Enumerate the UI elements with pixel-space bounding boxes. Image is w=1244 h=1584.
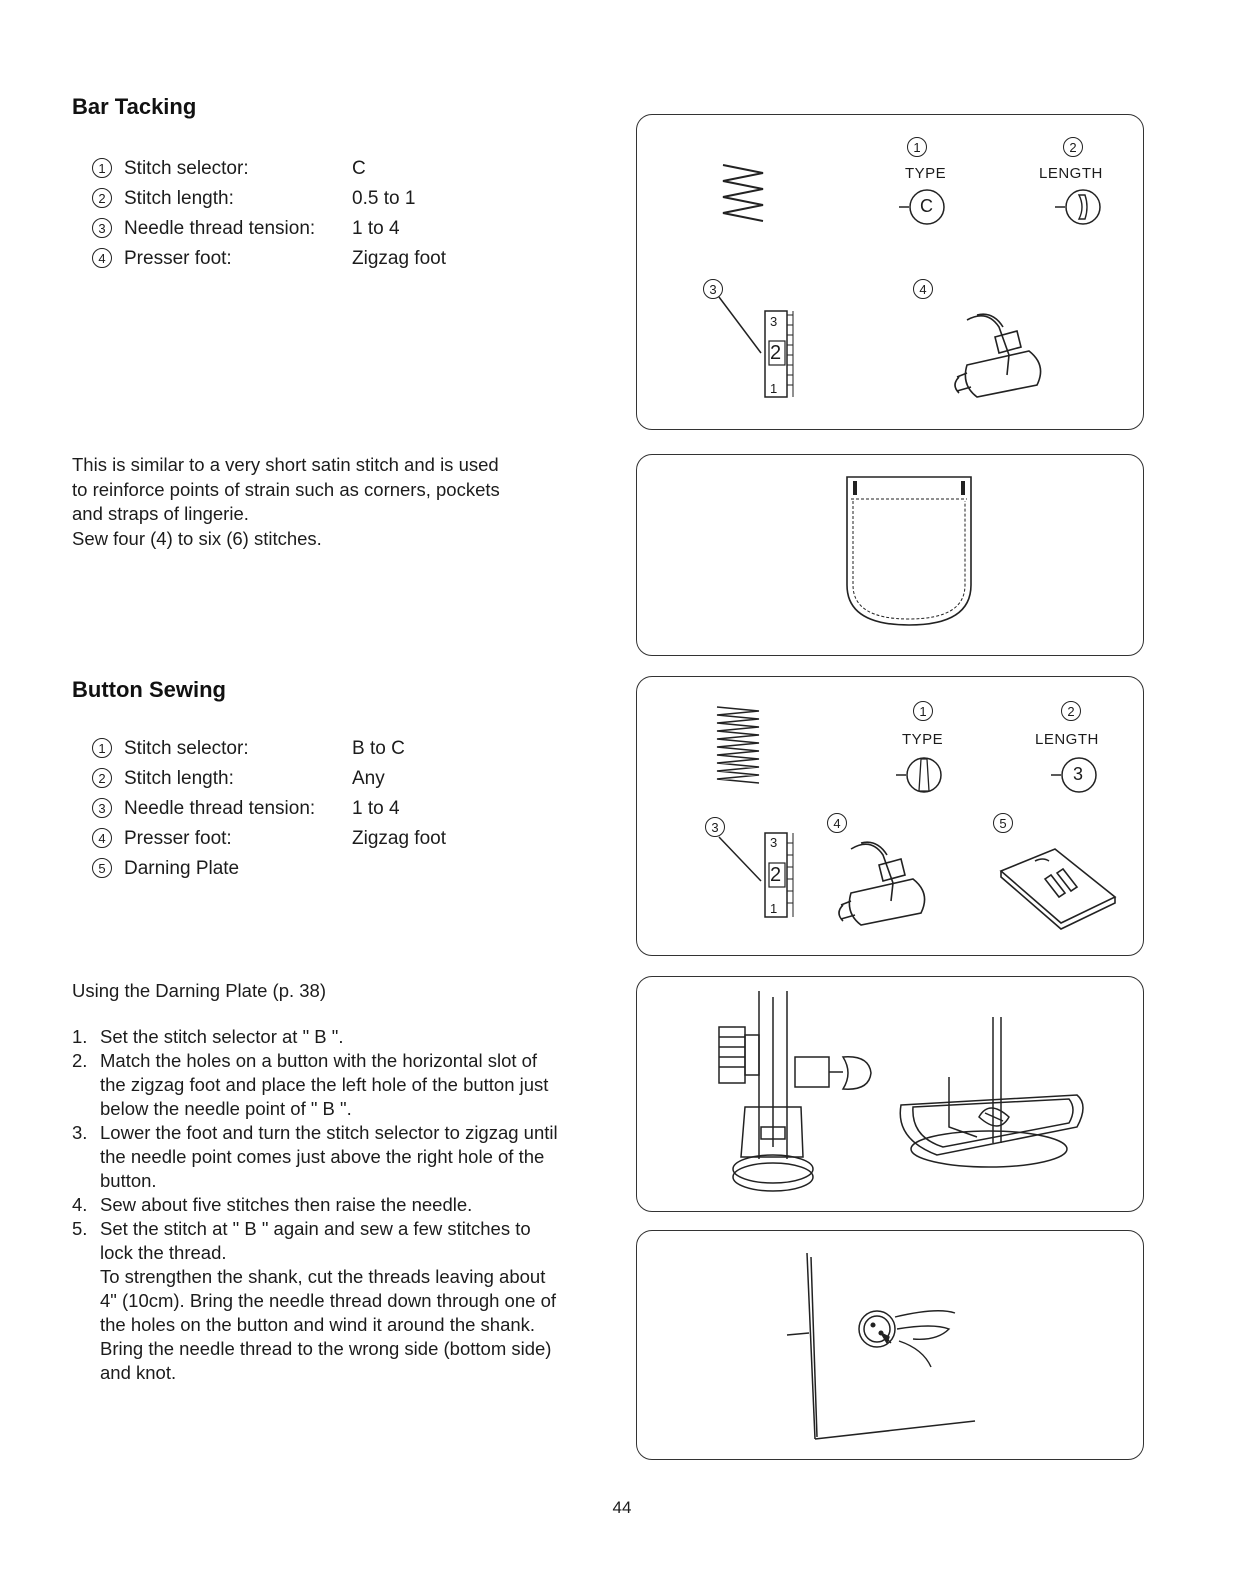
description-line: This is similar to a very short satin stitch and is used <box>72 454 499 475</box>
step-text <box>100 1217 595 1265</box>
tension-mark: 1 <box>770 901 778 916</box>
closing-line: To strengthen the shank, cut the threads leaving about <box>100 1266 546 1287</box>
step-text <box>100 1049 595 1121</box>
pocket-illustration <box>637 455 1145 657</box>
machine-front-view <box>719 991 871 1191</box>
step-item <box>72 1025 595 1049</box>
tension-mark: 1 <box>770 381 778 396</box>
setting-label: Darning Plate <box>124 858 240 879</box>
step-number: 3. <box>72 1122 88 1143</box>
tension-mark: 3 <box>770 314 778 329</box>
description-line: Sew four (4) to six (6) stitches. <box>72 527 322 549</box>
length-label: LENGTH <box>1039 165 1103 182</box>
setting-row <box>92 824 446 854</box>
tension-mark: 2 <box>770 342 782 364</box>
bar-tack-pocket-figure <box>636 454 1144 656</box>
tension-mark: 2 <box>770 864 782 886</box>
step-line: Sew about five stitches then raise the needle. <box>100 1194 473 1215</box>
machine-side-view <box>900 1017 1083 1167</box>
description-line: to reinforce points of strain such as corners, pockets <box>72 478 500 500</box>
darning-plate-intro: Using the Darning Plate (p. 38) <box>72 980 326 1001</box>
setting-row <box>92 214 446 244</box>
length-label: LENGTH <box>1035 731 1099 748</box>
step-item <box>72 1049 595 1121</box>
satin-stitch-icon <box>723 165 763 221</box>
button-sewing-steps <box>72 1025 595 1385</box>
shank-winding-illustration <box>637 1231 1145 1461</box>
step-text <box>100 1121 595 1193</box>
setting-value: 1 to 4 <box>352 218 400 239</box>
step-line: button. <box>100 1170 157 1191</box>
length-dial-value: 3 <box>1073 764 1084 784</box>
circled-number: 5 <box>92 858 112 878</box>
circled-number: 3 <box>92 218 112 238</box>
setting-row <box>92 794 446 824</box>
step-line: the needle point comes just above the right hole of the <box>100 1146 545 1167</box>
type-label: TYPE <box>905 165 947 182</box>
closing-text <box>72 1265 595 1385</box>
circled-number: 1 <box>92 158 112 178</box>
circled-number: 2 <box>1061 701 1081 721</box>
step-line: lock the thread. <box>100 1242 227 1263</box>
bar-tacking-description <box>72 453 500 551</box>
step-line: Set the stitch at " B " again and sew a few stitches to <box>100 1218 531 1239</box>
circled-number: 1 <box>913 701 933 721</box>
bar-tacking-settings <box>92 154 446 274</box>
button-sewing-settings-figure <box>636 676 1144 956</box>
description-line: and straps of lingerie. <box>72 503 249 524</box>
circled-number: 4 <box>913 279 933 299</box>
circled-number: 1 <box>907 137 927 157</box>
step-number: 5. <box>72 1218 88 1239</box>
setting-label: Stitch selector: <box>124 158 249 179</box>
darning-plate-icon <box>1001 849 1115 929</box>
setting-label: Needle thread tension: <box>124 218 316 239</box>
circled-number: 4 <box>92 828 112 848</box>
step-number: 2. <box>72 1050 88 1071</box>
circled-number: 3 <box>705 817 725 837</box>
setting-label: Presser foot: <box>124 248 232 269</box>
zigzag-foot-icon <box>955 314 1041 397</box>
step-item <box>72 1193 595 1217</box>
pointer-line <box>719 297 761 353</box>
button-placement-figure <box>636 976 1144 1212</box>
closing-line: the holes on the button and wind it around the shank. <box>100 1314 536 1335</box>
setting-value: 1 to 4 <box>352 798 400 819</box>
setting-label: Needle thread tension: <box>124 798 316 819</box>
step-text <box>100 1025 595 1049</box>
setting-value: B to C <box>352 738 405 759</box>
step-text <box>100 1193 595 1217</box>
setting-value: C <box>352 158 366 179</box>
circled-number: 4 <box>92 248 112 268</box>
bar-tacking-title: Bar Tacking <box>72 94 197 119</box>
circled-number: 1 <box>92 738 112 758</box>
setting-value: Zigzag foot <box>352 828 446 849</box>
bar-tacking-illustration <box>637 115 1145 431</box>
step-line: Set the stitch selector at " B ". <box>100 1026 344 1047</box>
type-dial-value: C <box>920 196 933 216</box>
setting-label: Stitch length: <box>124 768 234 789</box>
step-item <box>72 1121 595 1193</box>
type-label: TYPE <box>902 731 944 748</box>
button-placement-illustration <box>637 977 1145 1213</box>
step-number: 4. <box>72 1194 88 1215</box>
bar-tacking-settings-figure <box>636 114 1144 430</box>
setting-row <box>92 734 446 764</box>
closing-line: and knot. <box>100 1362 177 1383</box>
button-sewing-title: Button Sewing <box>72 677 226 702</box>
step-item <box>72 1217 595 1265</box>
tension-mark: 3 <box>770 835 778 850</box>
setting-value: Any <box>352 768 385 789</box>
setting-value: Zigzag foot <box>352 248 446 269</box>
pointer-line <box>719 837 761 881</box>
button-shank-figure <box>636 1230 1144 1460</box>
setting-value: 0.5 to 1 <box>352 188 416 209</box>
setting-row <box>92 854 446 884</box>
setting-row <box>92 154 446 184</box>
zigzag-foot-icon <box>839 842 925 925</box>
step-line: below the needle point of " B ". <box>100 1098 352 1119</box>
button-sewing-settings <box>92 734 446 884</box>
step-line: Match the holes on a button with the horizontal slot of <box>100 1050 538 1071</box>
setting-row <box>92 764 446 794</box>
setting-row <box>92 184 446 214</box>
bar-tack-mark <box>853 481 857 495</box>
circled-number: 3 <box>703 279 723 299</box>
dense-zigzag-icon <box>717 707 759 783</box>
setting-label: Presser foot: <box>124 828 232 849</box>
type-dial-icon <box>907 758 941 792</box>
circled-number: 2 <box>92 768 112 788</box>
setting-row <box>92 244 446 274</box>
circled-number: 5 <box>993 813 1013 833</box>
setting-label: Stitch length: <box>124 188 234 209</box>
page-number: 44 <box>612 1498 632 1517</box>
circled-number: 2 <box>92 188 112 208</box>
step-number: 1. <box>72 1026 88 1047</box>
circled-number: 3 <box>92 798 112 818</box>
bar-tack-mark <box>961 481 965 495</box>
closing-line: Bring the needle thread to the wrong side (bottom side) <box>100 1338 552 1359</box>
step-line: Lower the foot and turn the stitch selector to zigzag until <box>100 1122 558 1143</box>
closing-lines <box>72 1265 595 1385</box>
setting-label: Stitch selector: <box>124 738 249 759</box>
circled-number: 2 <box>1063 137 1083 157</box>
closing-line: 4" (10cm). Bring the needle thread down through one of <box>100 1290 556 1311</box>
step-line: the zigzag foot and place the left hole of the button just <box>100 1074 549 1095</box>
circled-number: 4 <box>827 813 847 833</box>
